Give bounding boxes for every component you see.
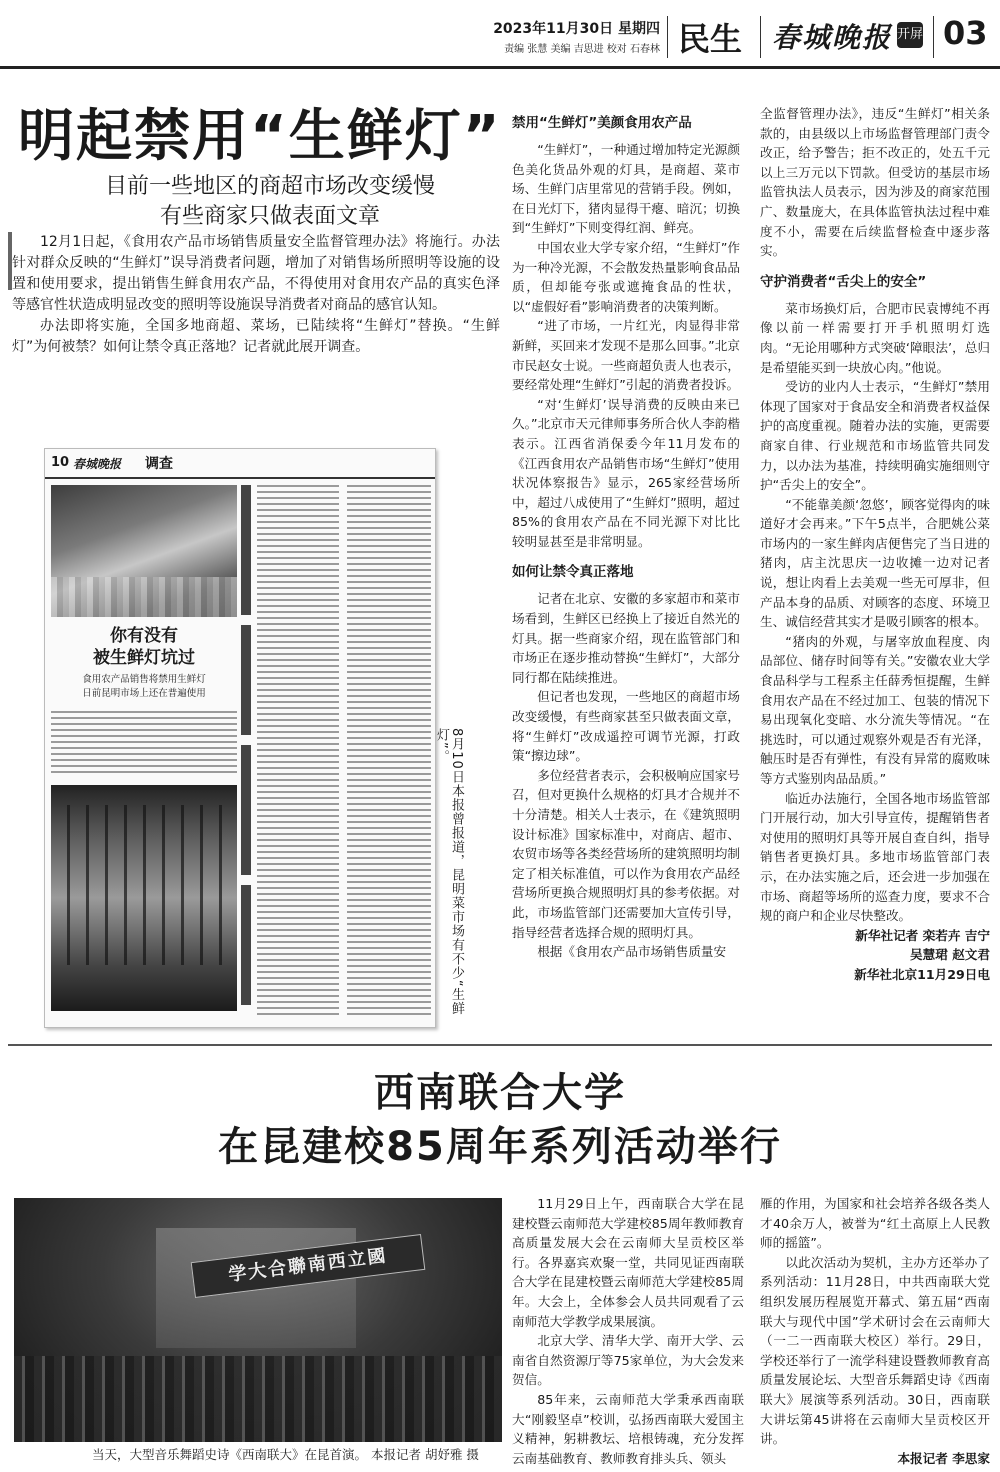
- body-paragraph: 但记者也发现，一些地区的商超市场改变缓慢，有些商家甚至只做表面文章，将“生鲜灯”改成遥控可调节光源，打政策“擦边球”。: [512, 689, 740, 764]
- byline: 新华社记者 栾若卉 吉宁: [855, 927, 990, 943]
- stage-performers: [14, 1356, 502, 1442]
- headline-line: 在昆建校85周年系列活动举行: [218, 1124, 782, 1170]
- clipping-caption: 8月10日本报曾报道，昆明菜市场有不少“生鲜灯”。: [434, 728, 464, 1016]
- clipping-paper-logo: 春城晚报: [73, 457, 122, 471]
- body-paragraph: 全监督管理办法》，违反“生鲜灯”相关条款的，由县级以上市场监督管理部门责令改正，给予警告；拒不改正的，处五千元以上三万元以下罚款。但受访的基层市场监管执法人员表示，因为涉及的商家范围广、数量庞大，在具体监管执法过程中难度不小，需要在后续监督检查中逐步落实。: [760, 106, 990, 259]
- newspaper-logo: 春城晚报: [772, 21, 893, 54]
- body-paragraph: 记者在北京、安徽的多家超市和菜市场看到，生鲜区已经换上了接近自然光的灯具。据一些商家介绍，现在监管部门和市场正在逐步推动替换“生鲜灯”，大部分同行都在陆续推进。: [512, 591, 740, 685]
- body-paragraph: 雁的作用，为国家和社会培养各级各类人才40余万人，被誉为“红土高原上人民教师的摇篮”。: [760, 1196, 990, 1251]
- byline: 吴慧珺 赵文君: [910, 947, 990, 963]
- byline: 本报记者 李思家: [897, 1450, 990, 1466]
- clipping-dek-line: 日前昆明市场上还在普遍使用: [82, 688, 206, 699]
- lead-paragraph: 办法即将实施，全国多地商超、菜场，已陆续将“生鲜灯”替换。“生鲜灯”为何被禁？如何让禁令真正落地？记者就此展开调查。: [12, 318, 500, 355]
- section-name: 民生: [678, 20, 743, 58]
- clipping-body-text: [347, 485, 431, 1015]
- body-paragraph: 85年来，云南师范大学秉承西南联大“刚毅坚卓”校训，弘扬西南联大爱国主义精神，躬耕教坛、培根铸魂，充分发挥云南基础教育、教师教育排头兵、领头: [512, 1391, 744, 1466]
- section-subhead: 守护消费者“舌尖上的安全”: [760, 273, 927, 290]
- story2-column: [512, 1194, 744, 1466]
- stage-banner: 学大合聯南西立國: [191, 1234, 426, 1298]
- clipping-body-text: [257, 485, 339, 1015]
- photo-caption: 当天，大型音乐舞蹈史诗《西南联大》在昆首演。 本报记者 胡妤雅 摄: [92, 1447, 479, 1462]
- story1-lead: [8, 232, 500, 412]
- body-paragraph: 11月29日上午，西南联合大学在昆建校暨云南师范大学建校85周年教师教育高质量发展大会在云南师大呈贡校区举行。各界嘉宾欢聚一堂，共同见证西南联合大学在昆建校暨云南师范大学建校85周年。大会上，全体参会人员共同观看了云南师范大学教学成果展演。: [512, 1196, 744, 1329]
- dateline: 新华社北京11月29日电: [854, 966, 990, 982]
- story1-headline: 明起禁用“生鲜灯”: [18, 104, 502, 169]
- section-subhead: 如何让禁令真正落地: [512, 564, 634, 581]
- body-paragraph: “猪肉的外观，与屠宰放血程度、肉品部位、储存时间等有关。”安徽农业大学食品科学与工程系主任薛秀恒提醒，生鲜食用农产品在不经过加工、包装的情况下易出现氧化变暗、水分流失等情况。“在挑选时，可以通过观察外观是否有光泽，触压时是否有弹性，有没有异常的腐败味等方式鉴别肉品品质。”: [760, 633, 990, 786]
- body-paragraph: 根据《食用农产品市场销售质量安: [537, 944, 727, 960]
- clipping-section: 调查: [145, 456, 173, 472]
- body-paragraph: 北京大学、清华大学、南开大学、云南省自然资源厅等75家单位，为大会发来贺信。: [512, 1333, 744, 1388]
- body-paragraph: 多位经营者表示，会积极响应国家号召，但对更换什么规格的灯具才合规并不十分清楚。相关人士表示，在《建筑照明设计标准》国家标准中，对商店、超市、农贸市场等各类经营场所的建筑照明均制定了相关标准值，可以作为食用农产品经营场所更换合规照明灯具的参考依据。对此，市场监管部门还需要加大宣传引导，指导经营者选择合规的照明灯具。: [512, 767, 740, 940]
- subhead-line: 目前一些地区的商超市场改变缓慢: [104, 174, 435, 199]
- body-paragraph: 中国农业大学专家介绍，“生鲜灯”作为一种冷光源，不会散发热量影响食品品质，但却能夸张或遮掩食品的性状，以“虚假好看”影响消费者的决策判断。: [512, 239, 740, 314]
- body-paragraph: “对‘生鲜灯’误导消费的反映由来已久。”北京市天元律师事务所合伙人李韵楷表示。江西省消保委今年11月发布的《江西食用农产品销售市场“生鲜灯”使用状况体察报告》显示，265家经营场所中，超过八成使用了“生鲜灯”照明，超过85%的食用农产品在不同光源下对比比较明显甚至是非常明显。: [512, 396, 740, 549]
- story1-subhead: [40, 172, 500, 232]
- headline-line: 西南联合大学: [374, 1070, 626, 1116]
- story2-column: [760, 1194, 990, 1472]
- clipping-body-text: [51, 711, 237, 777]
- body-paragraph: 临近办法施行，全国各地市场监管部门开展行动，加大引导宣传，提醒销售者对使用的照明灯具等开展自查自纠，指导销售者更换灯具。多地市场监管部门表示，在办法实施之后，还会进一步加强在市场、商超等场所的巡查力度，要求不合规的商户和企业尽快整改。: [760, 790, 990, 924]
- lead-accent-bar: [8, 232, 12, 290]
- story1-column: [760, 104, 990, 1028]
- clipping-title-line: 你有没有: [110, 626, 178, 646]
- body-paragraph: 菜市场换灯后，合肥市民袁博纯不再像以前一样需要打开手机照明灯选肉。“无论用哪种方式突破‘障眼法’，总归是希望能买到一块放心肉。”他说。: [760, 300, 990, 375]
- body-paragraph: 以此次活动为契机，主办方还举办了系列活动：11月28日，中共西南联大党组织发展历程展览开幕式、第五届“西南联大与现代中国”学术研讨会在云南师大（一二一西南联大校区）举行。29日，学校还举行了一流学科建设暨教师教育高质量发展论坛、大型音乐舞蹈史诗《西南联大》展演等系列活动。30日，西南联大讲坛第45讲将在云南师大呈贡校区开讲。: [760, 1254, 990, 1447]
- body-paragraph: “不能靠美颜‘忽悠’，顾客觉得肉的味道好才会再来。”下午5点半，合肥姚公菜市场内的一家生鲜肉店便售完了当日进的猪肉，店主沈思庆一边收摊一边对记者说，想让肉看上去美观一些无可厚非，但产品本身的品质、对顾客的态度、环境卫生、诚信经营其实才是吸引顾客的根本。: [760, 496, 990, 630]
- masthead-divider: [933, 16, 934, 58]
- clipping-market-photo: [51, 485, 237, 617]
- clipping-title: [51, 625, 237, 669]
- issue-date: 2023年11月30日 星期四: [493, 21, 660, 37]
- clipping-subhead-bar: [241, 745, 251, 875]
- masthead: [0, 0, 1000, 80]
- masthead-divider: [667, 16, 668, 58]
- clipping-subhead-bar: [241, 485, 251, 615]
- clipping-dek: [51, 673, 237, 701]
- body-paragraph: 受访的业内人士表示，“生鲜灯”禁用体现了国家对于食品安全和消费者权益保护的高度重视。随着办法的实施，更需要商家自律、行业规范和市场监管共同发力，以办法为基准，持续明确实施细则守护“舌尖上的安全”。: [760, 379, 990, 493]
- clipping-dek-line: 食用农产品销售将禁用生鲜灯: [82, 674, 206, 685]
- clipping-title-line: 被生鲜灯坑过: [93, 648, 195, 668]
- stage-performance-photo: [14, 1198, 502, 1442]
- clipping-subhead-bar: [241, 885, 251, 1005]
- section-subhead: 禁用“生鲜灯”美颜食用农产品: [512, 115, 692, 131]
- archive-page-clipping: [44, 448, 436, 1028]
- app-badge-icon: 开屏: [897, 22, 923, 48]
- subhead-line: 有些商家只做表面文章: [159, 204, 380, 229]
- editor-credits: 责编 张慧 美编 吉思进 校对 石春林: [504, 44, 660, 55]
- clipping-subhead-bar: [241, 625, 251, 735]
- masthead-rule: [0, 66, 1000, 69]
- story1-column: [512, 112, 740, 1028]
- clipping-page-number: 10: [51, 455, 70, 470]
- story2-headline: [0, 1066, 1000, 1174]
- masthead-divider: [760, 16, 761, 58]
- clipping-market-interior-photo: [51, 785, 237, 1011]
- body-paragraph: “进了市场，一片红光，肉显得非常新鲜，买回来才发现不是那么回事。”北京市民赵女士说。一些商超负责人也表示，要经常处理“生鲜灯”引起的消费者投诉。: [512, 318, 740, 393]
- page-number: 03: [943, 14, 988, 52]
- lead-paragraph: 12月1日起，《食用农产品市场销售质量安全监督管理办法》将施行。办法针对群众反映的“生鲜灯”误导消费者问题，增加了对销售场所照明等设施的设置和使用要求，提出销售生鲜食用农产品，不得使用对食用农产品的真实色泽等感官性状造成明显改变的照明等设施误导消费者对商品的感官认知。: [12, 234, 500, 313]
- clipping-header: [45, 449, 436, 479]
- story-divider: [8, 1044, 992, 1046]
- body-paragraph: “生鲜灯”，一种通过增加特定光源颜色美化货品外观的灯具，是商超、菜市场、生鲜门店里常见的营销手段。例如，在日光灯下，猪肉显得干瘪、暗沉；切换到“生鲜灯”下则变得红润、鲜亮。: [512, 142, 740, 236]
